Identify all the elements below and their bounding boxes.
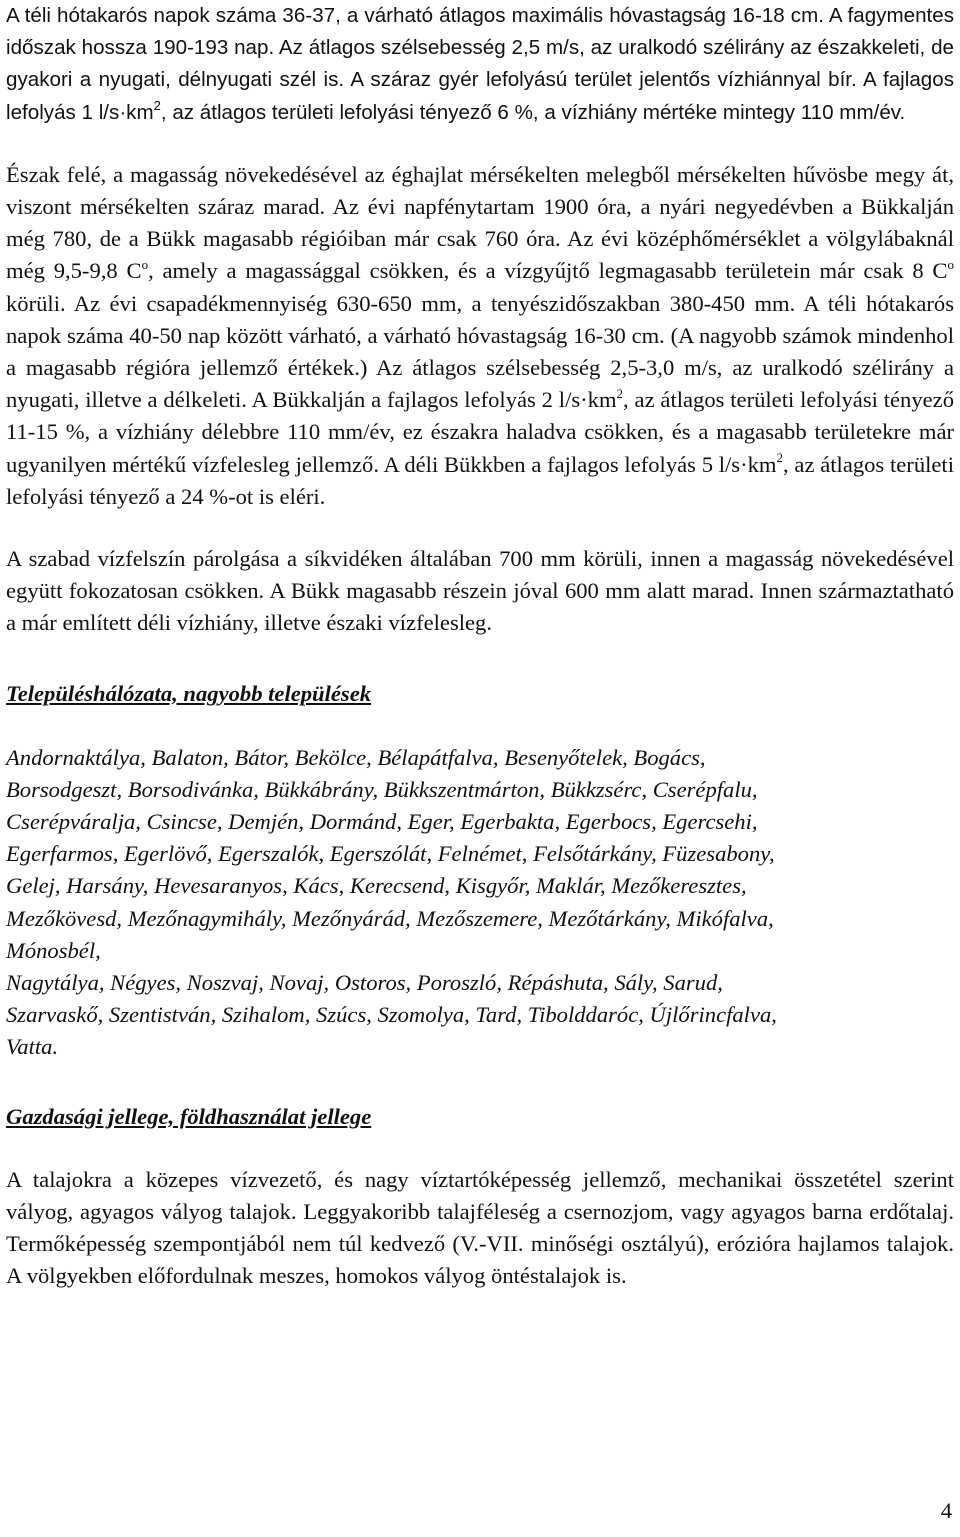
settlements-line: Egerfarmos, Egerlövő, Egerszalók, Egerszólát, Felnémet, Felsőtárkány, Füzesabony,	[6, 841, 775, 867]
superscript: 2	[616, 385, 624, 401]
soil-paragraph: A talajokra a közepes vízvezető, és nagy víztartóképesség jellemző, mechanikai összetétel szerint vályog, agyagos vályog talajok. Leggyakoribb talajféleség a csernozjom, vagy agyagos barna erdőtalaj. Termőképesség szempontjából nem túl kedvező (V.-VII. minőségi osztályú), erózióra hajlamos talajok. A völgyekben előfordulnak meszes, homokos vályog öntéstalajok is.	[6, 1166, 954, 1289]
degree-superscript: o	[141, 256, 149, 272]
degree-superscript: o	[947, 256, 954, 272]
settlements-line: Nagytálya, Négyes, Noszvaj, Novaj, Ostoros, Poroszló, Répáshuta, Sály, Sarud,	[6, 970, 723, 996]
paragraph-2-text-b: , amely a magassággal csökken, és a vízgyűjtő legmagasabb területein már csak 8 C	[148, 258, 948, 284]
paragraph-1-text-a: A téli hótakarós napok száma 36-37, a várható átlagos maximális hóvastagság 16-18 cm. A fagymentes időszak hossza 190-193 nap. Az átlagos szélsebesség 2,5 m/s, az uralkodó szélirány az északkeleti, de gyakori a nyugati, délnyugati szél is. A száraz gyér lefolyású terület jelentős vízhiánnyal bír. A fajlagos lefolyás 1 l/s·km	[6, 4, 954, 124]
paragraph-2-text-a: Észak felé, a magasság növekedésével az éghajlat mérsékelten melegből mérsékelten hűvösbe megy át, viszont mérsékelten száraz marad. Az évi napfénytartam 1900 óra, a nyári negyedévben a Bükkalján még 780, de a Bükk magasabb régióiban már csak 760 óra. Az évi középhőmérséklet a völgylábaknál még 9,5-9,8 C	[6, 161, 954, 284]
paragraph-2-text-c: körüli. Az évi csapadékmennyiség 630-650 mm, a tenyészidőszakban 380-450 mm. A téli hótakarós napok száma 40-50 nap között várható, a várható hóvastagság 16-30 cm. (A nagyobb számok mindenhol a magasabb régióra jellemző értékek.) Az átlagos szélsebesség 2,5-3,0 m/s, az uralkodó szélirány a nyugati, illetve a délkeleti. A Bükkalján a fajlagos lefolyás 2 l/s·km	[6, 290, 954, 413]
superscript: 2	[776, 450, 783, 466]
paragraph-2-text-e: , az átlagos területi lefolyási tényező a 24 %-ot is eléri.	[6, 451, 954, 509]
economy-heading: Gazdasági jellege, földhasználat jellege	[6, 1103, 372, 1129]
paragraph-2-text-d: , az átlagos területi lefolyási tényező 11-15 %, a vízhiány délebbre 110 mm/év, ez északra haladva csökken, és a magasabb területekre már ugyanilyen mértékű vízfelesleg jellemző. A déli Bükkben a fajlagos lefolyás 5 l/s·km	[6, 387, 954, 477]
document-page	[6, 0, 954, 1293]
settlements-heading: Településhálózata, nagyobb települések	[6, 680, 372, 706]
settlements-line: Borsodgeszt, Borsodivánka, Bükkábrány, Bükkszentmárton, Bükkzsérc, Cserépfalu,	[6, 776, 758, 802]
evaporation-paragraph: A szabad vízfelszín párolgása a síkvidéken általában 700 mm körüli, innen a magasság növekedésével együtt fokozatosan csökken. A Bükk magasabb részein jóval 600 mm alatt marad. Innen származtatható a már említett déli vízhiány, illetve északi vízfelesleg.	[6, 546, 954, 636]
paragraph-1-text-b: , az átlagos területi lefolyási tényező 6 %, a vízhiány mértéke mintegy 110 mm/év.	[160, 100, 906, 124]
settlements-line: Szarvaskő, Szentistván, Szihalom, Szúcs, Szomolya, Tard, Tibolddaróc, Újlőrincfalva,	[6, 1002, 777, 1028]
climate-paragraph-2	[6, 159, 954, 513]
settlements-line: Gelej, Harsány, Hevesaranyos, Kács, Kerecsend, Kisgyőr, Maklár, Mezőkeresztes,	[6, 873, 747, 899]
settlements-line: Cserépváralja, Csincse, Demjén, Dormánd, Eger, Egerbakta, Egerbocs, Egercsehi,	[6, 809, 758, 835]
page-number: 4	[940, 1498, 952, 1523]
settlements-line: Mezőkövesd, Mezőnagymihály, Mezőnyárád, Mezőszemere, Mezőtárkány, Mikófalva,	[6, 905, 774, 931]
settlements-line: Vatta.	[6, 1034, 59, 1060]
settlements-line: Andornaktálya, Balaton, Bátor, Bekölce, Bélapátfalva, Besenyőtelek, Bogács,	[6, 744, 706, 770]
climate-paragraph-1	[6, 0, 954, 129]
settlements-list	[6, 742, 954, 1064]
superscript: 2	[153, 97, 161, 113]
settlements-line: Mónosbél,	[6, 937, 101, 963]
